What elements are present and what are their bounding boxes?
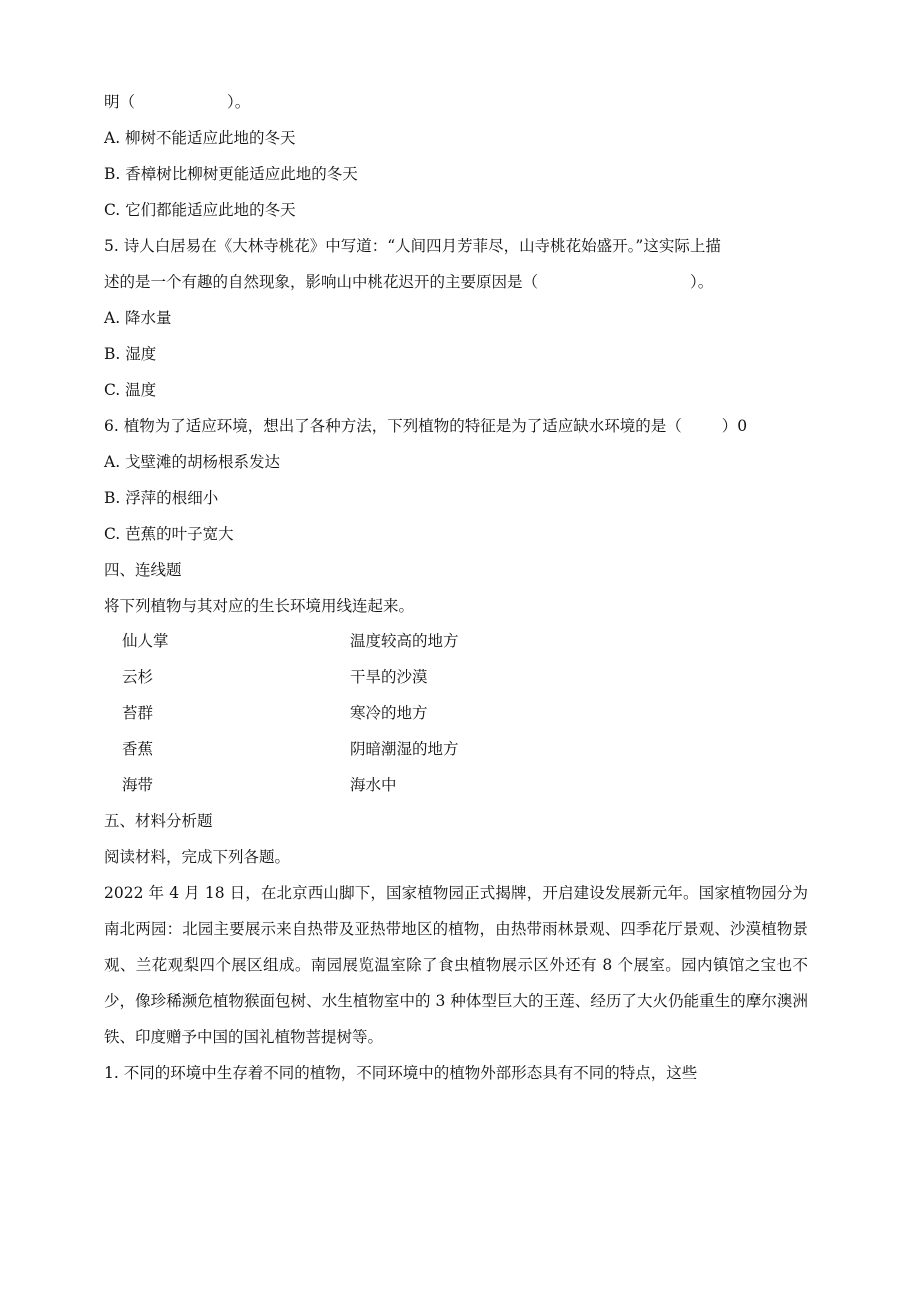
option-b[interactable]: B. 香樟树比柳树更能适应此地的冬天 [104, 165, 358, 183]
matching-environment[interactable]: 海水中 [350, 776, 397, 794]
question-5-stem-line2: 述的是一个有趣的自然现象，影响山中桃花迟开的主要原因是（ ）。 [104, 273, 714, 291]
option-c[interactable]: C. 温度 [104, 381, 157, 399]
option-a[interactable]: A. 柳树不能适应此地的冬天 [104, 129, 296, 147]
matching-plant[interactable]: 苔群 [122, 704, 154, 722]
section-5-heading: 五、材料分析题 [104, 812, 213, 830]
matching-plant[interactable]: 仙人掌 [122, 632, 169, 650]
matching-environment[interactable]: 阴暗潮湿的地方 [350, 740, 459, 758]
sub-question-1-stem: 1. 不同的环境中生存着不同的植物，不同环境中的植物外部形态具有不同的特点，这些 [104, 1064, 698, 1082]
matching-plant[interactable]: 云杉 [122, 668, 154, 686]
option-c[interactable]: C. 它们都能适应此地的冬天 [104, 201, 296, 219]
option-c[interactable]: C. 芭蕉的叶子宽大 [104, 525, 234, 543]
question-5-stem-line1: 5. 诗人白居易在《大林寺桃花》中写道：“人间四月芳菲尽，山寺桃花始盛开。”这实际上描 [104, 237, 721, 255]
matching-environment[interactable]: 寒冷的地方 [350, 704, 428, 722]
section-4-heading: 四、连线题 [104, 561, 182, 579]
matching-plant[interactable]: 香蕉 [122, 740, 154, 758]
option-b[interactable]: B. 浮萍的根细小 [104, 489, 219, 507]
matching-plant[interactable]: 海带 [122, 776, 154, 794]
section-4-instruction: 将下列植物与其对应的生长环境用线连起来。 [104, 597, 415, 615]
question-4-tail: 明（ ）。 [104, 93, 251, 111]
option-a[interactable]: A. 戈壁滩的胡杨根系发达 [104, 453, 281, 471]
material-paragraph: 2022 年 4 月 18 日，在北京西山脚下，国家植物园正式揭牌，开启建设发展新元年。国家植物园分为南北两园：北园主要展示来自热带及亚热带地区的植物，由热带雨林景观、四季花厅景观、沙漠植物景观、兰花观梨四个展区组成。南园展览温室除了食虫植物展示区外还有 8 个展室。园内镇馆之宝也不少，像珍稀濒危植物猴面包树、水生植物室中的 3 种体型巨大的王莲、经历了大火仍能重生的摩尔澳洲铁、印度赠予中国的国礼植物菩提树等。 [104, 884, 808, 1046]
question-6-stem: 6. 植物为了适应环境，想出了各种方法，下列植物的特征是为了适应缺水环境的是（ ）0 [104, 417, 748, 435]
section-5-instruction: 阅读材料，完成下列各题。 [104, 848, 291, 866]
option-a[interactable]: A. 降水量 [104, 309, 172, 327]
option-b[interactable]: B. 湿度 [104, 345, 157, 363]
matching-environment[interactable]: 干旱的沙漠 [350, 668, 428, 686]
matching-environment[interactable]: 温度较高的地方 [350, 632, 459, 650]
